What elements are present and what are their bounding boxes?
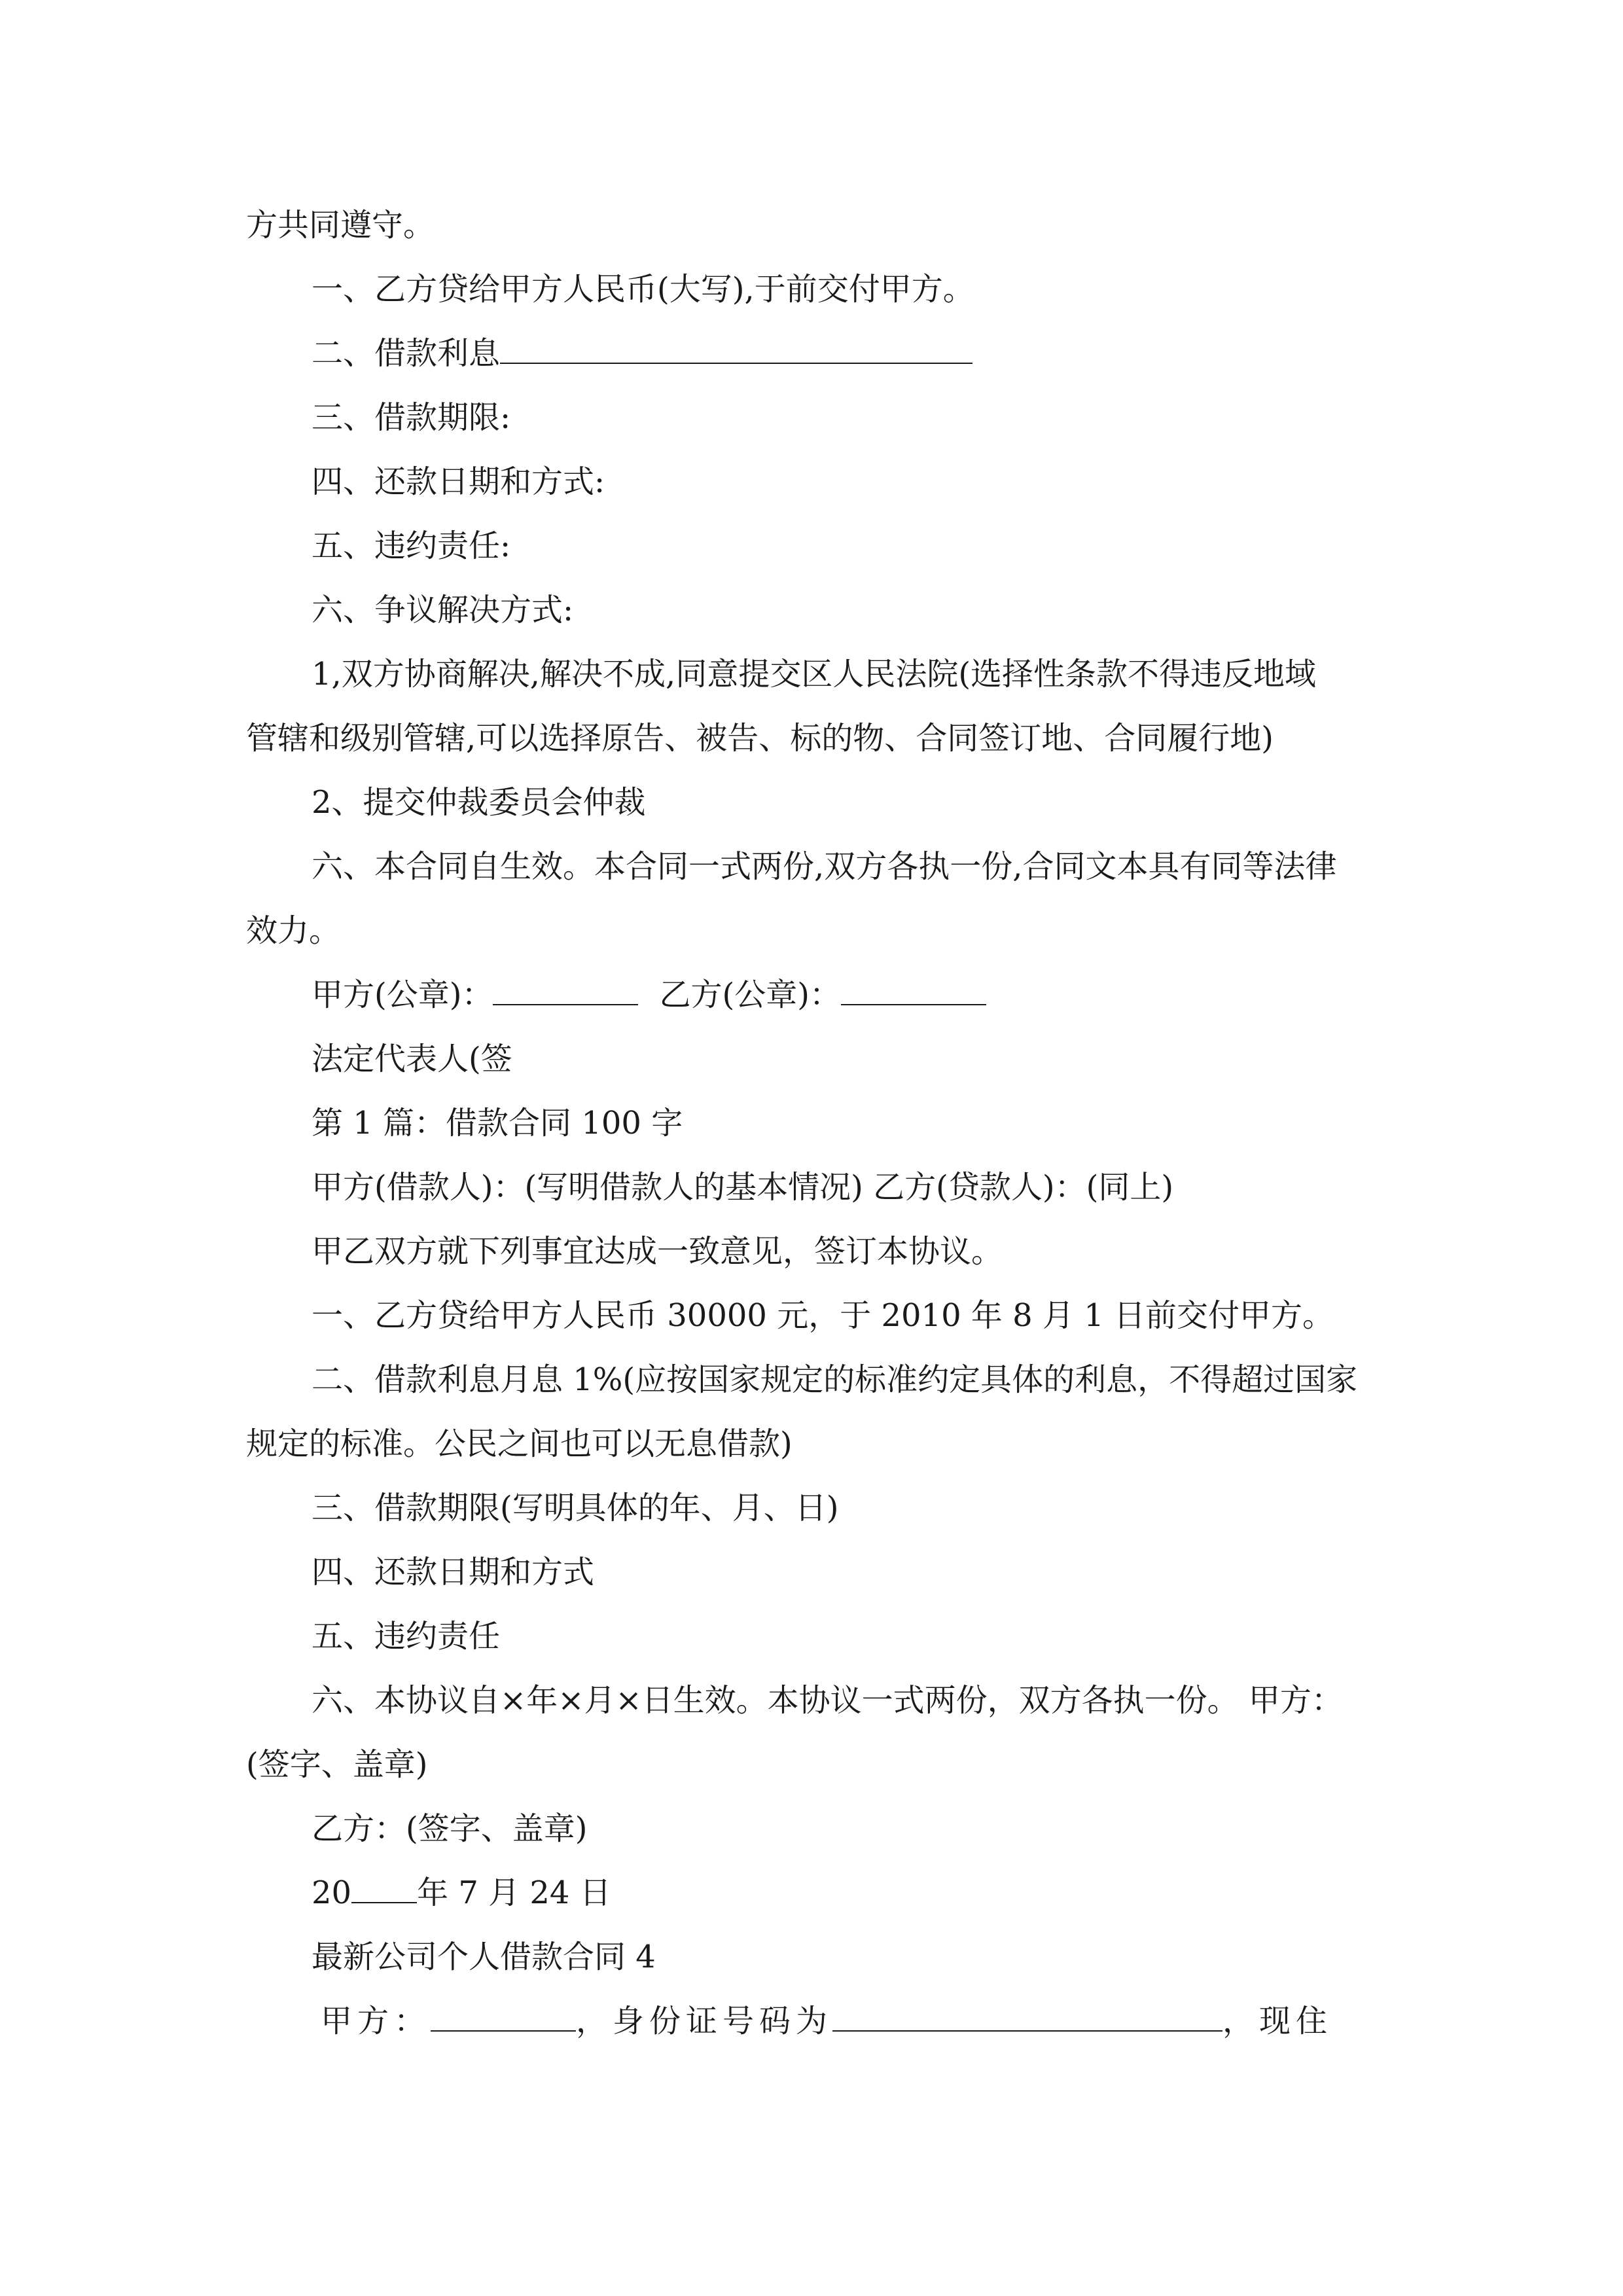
loan-clause-2: 二、借款利息月息 1%(应按国家规定的标准约定具体的利息，不得超过国家 [312,1361,1358,1398]
party-b-sign-line: 乙方：(签字、盖章) [312,1810,588,1847]
id-number-label: ，身份证号码为 [576,2003,833,2039]
clause-1: 一、乙方贷给甲方人民币(大写),于前交付甲方。 [312,271,974,308]
clause-3: 三、借款期限: [312,399,511,436]
loan-clause-5: 五、违约责任 [312,1618,501,1655]
clause-5: 五、违约责任: [312,528,511,564]
date-year-prefix: 20 [312,1874,352,1911]
party-a-label: 甲方： [321,2003,431,2039]
date-rest: 年 7 月 24 日 [417,1874,611,1911]
party-a-seal-blank [493,975,638,1005]
interest-blank [500,334,972,364]
contract-title: 最新公司个人借款合同 4 [312,1939,656,1975]
parties-line: 甲方(借款人)：(写明借款人的基本情况) 乙方(贷款人)：(同上) [312,1169,1174,1206]
loan-clause-4: 四、还款日期和方式 [312,1554,595,1590]
loan-clause-6: 六、本协议自×年×月×日生效。本协议一式两份，双方各执一份。 甲方： [312,1682,1343,1719]
party-b-seal-blank [841,975,986,1005]
dispute-option-2: 2、提交仲裁委员会仲裁 [312,784,646,821]
clause-2 [312,332,972,374]
clause-2-label: 二、借款利息 [312,335,501,372]
loan-clause-2-cont: 规定的标准。公民之间也可以无息借款) [246,1426,793,1462]
party-b-seal-label: 乙方(公章)： [659,977,841,1013]
id-line [321,2000,1332,2042]
loan-clause-3: 三、借款期限(写明具体的年、月、日) [312,1490,839,1526]
dispute-option-1: 1,双方协商解决,解决不成,同意提交区人民法院(选择性条款不得违反地域 [312,656,1317,692]
text-line: 方共同遵守。 [246,207,435,243]
id-number-blank [832,2001,1222,2032]
legal-rep-line: 法定代表人(签 [312,1041,512,1077]
effect-clause-cont: 效力。 [246,912,341,949]
clause-6: 六、争议解决方式: [312,592,574,628]
loan-clause-6-cont: (签字、盖章) [246,1746,428,1783]
dispute-option-1-cont: 管辖和级别管辖,可以选择原告、被告、标的物、合同签订地、合同履行地) [246,720,1274,757]
party-a-name-blank [431,2001,576,2032]
date-line [312,1872,611,1914]
address-label: ，现住 [1222,2003,1333,2039]
loan-clause-1: 一、乙方贷给甲方人民币 30000 元，于 2010 年 8 月 1 日前交付甲方。 [312,1297,1334,1334]
clause-4: 四、还款日期和方式: [312,463,605,500]
section-heading: 第 1 篇：借款合同 100 字 [312,1105,683,1141]
effect-clause: 六、本合同自生效。本合同一式两份,双方各执一份,合同文本具有同等法律 [312,848,1337,885]
agreement-line: 甲乙双方就下列事宜达成一致意见，签订本协议。 [312,1233,1003,1270]
seal-line [312,974,986,1016]
date-year-blank [351,1873,417,1903]
party-a-seal-label: 甲方(公章)： [312,977,493,1013]
